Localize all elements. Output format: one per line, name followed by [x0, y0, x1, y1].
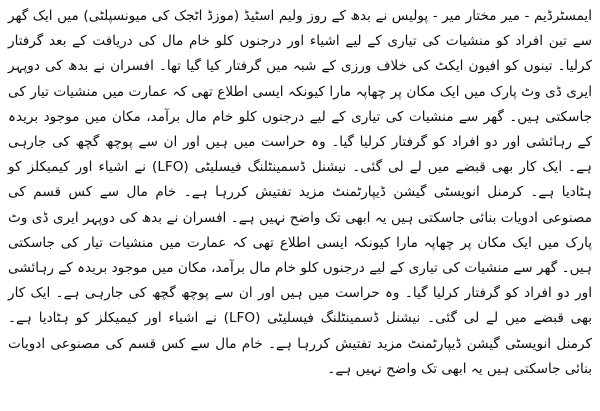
- article-text: ایمسٹرڈیم - میر مختار میر - پولیس نے بدھ کے روز ولیم اسٹیڈ (موزڈ اٹجک کی میونسپلٹی) میں ایک گھر سے تین افراد کو منشیات کی تیاری کے لیے اشیاء اور درجنوں کلو خام مال کی دریافت کے بعد گرفتار کرلیا۔ تینوں کو افیون ایکٹ کی خلاف ورزی کے شبہ میں گرفتار کیا گیا تھا۔ افسران نے بدھ کی دوپہر ایری ڈی وٹ پارک میں ایک مکان پر چھاپہ مارا کیونکہ ایسی اطلاع تھی کہ عمارت میں منشیات تیار کی جاسکتی ہیں۔ گھر سے منشیات کی تیاری کے لیے درجنوں کلو خام مال برآمد، مکان میں موجود بریدہ کے رہائشی اور دو افراد کو گرفتار کرلیا گیا۔ وہ حراست میں ہیں اور ان سے پوچھ گچھ کی جارہی ہے۔ ایک کار بھی قبضے میں لے لی گئی۔ نیشنل ڈسمینٹلنگ فیسلیٹی (LFO) نے اشیاء اور کیمیکلز کو ہٹادیا ہے۔ کرمنل انویسٹی گیشن ڈیپارٹمنٹ مزید تفتیش کررہا ہے۔ خام مال سے کس قسم کی مصنوعی ادویات بنائی جاسکتی ہیں یہ ابھی تک واضح نہیں ہے۔ افسران نے بدھ کی دوپہر ایری ڈی وٹ پارک میں ایک مکان پر چھاپہ مارا کیونکہ ایسی اطلاع تھی کہ عمارت میں منشیات تیار کی جاسکتی ہیں۔ گھر سے منشیات کی تیاری کے لیے درجنوں کلو خام مال برآمد، مکان میں موجود بریدہ کے رہائشی اور دو افراد کو گرفتار کرلیا گیا۔ وہ حراست میں ہیں اور ان سے پوچھ گچھ کی جارہی ہے۔ ایک کار بھی قبضے میں لے لی گئی۔ نیشنل ڈسمینٹلنگ فیسلیٹی (LFO) نے اشیاء اور کیمیکلز کو ہٹادیا ہے۔ کرمنل انویسٹی گیشن ڈیپارٹمنٹ مزید تفتیش کررہا ہے۔ خام مال سے کس قسم کی مصنوعی ادویات بنائی جاسکتی ہیں یہ ابھی تک واضح نہیں ہے۔: [8, 8, 592, 377]
